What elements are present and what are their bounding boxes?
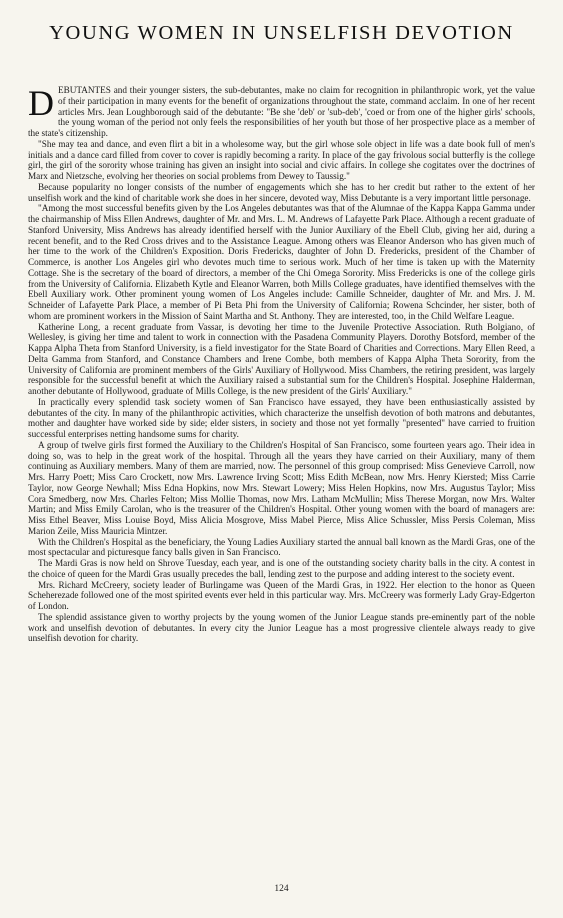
lead-in: EBUTANTES [58, 85, 111, 95]
paragraph-11: The splendid assistance given to worthy projects by the young women of the Junior League stands pre-eminently part of the noble work and unselfish devotion of debutantes. In every city the Junior League has a most progressive clientele always ready to give unselfish devotion for charity. [28, 611, 535, 644]
paragraph-8: With the Children's Hospital as the beneficiary, the Young Ladies Auxiliary started the annual ball known as the Mardi Gras, one of the most spectacular and picturesque fancy balls given in San Francisco. [28, 536, 535, 558]
paragraph-6: In practically every splendid task society women of San Francisco have essayed, they have been enthusiastically assisted by debutantes of the city. In many of the philanthropic activities, which characterize the unselfish devotion of both matrons and debutantes, mother and daughter have worked side by side; elder sisters, in society and those not yet formally "presented" have carried to fruition successful enterprises netting handsome sums for charity. [28, 396, 535, 439]
paragraph-5: Katherine Long, a recent graduate from Vassar, is devoting her time to the Juvenile Protective Association. Ruth Bolgiano, of Wellesley, is giving her time and talent to work in connection with the Pasadena Community Players. Dorothy Botsford, member of the Kappa Alpha Theta from Stanford University, is a field investigator for the State Board of Charities and Corrections. Mary Ellen Reed, a Delta Gamma from Stanford, and Constance Chambers and Irene Combe, both members of Kappa Alpha Theta Sorority, from the University of California are prominent members of the Girls' Auxiliary of Hollywood. Miss Chambers, the retiring president, was largely responsible for the successful benefit at which the Auxiliary raised a substantial sum for the Children's Hospital. Josephine Halderman, another debutante of Hollywood, graduate of Mills College, is the new president of the Girls' Auxiliary." [28, 321, 535, 396]
paragraph-10: Mrs. Richard McCreery, society leader of Burlingame was Queen of the Mardi Gras, in 1922. Her election to the honor as Queen Scheherezade followed one of the most spirited events ever held in this particular way. Mrs. McCreery was formerly Lady Gray-Edgerton of London. [28, 579, 535, 611]
page-number: 124 [274, 884, 289, 894]
article-body [28, 85, 535, 644]
paragraph-7: A group of twelve girls first formed the Auxiliary to the Children's Hospital of San Francisco, some fourteen years ago. Their idea in doing so, was to help in the great work of the hospital. Through all the years they have carried on their Auxiliary, many of them continuing as Auxiliary members. Many of them are married, now. The personnel of this group comprised: Miss Genevieve Carroll, now Mrs. Harry Poett; Miss Caro Crockett, now Mrs. Lawrence Irving Scott; Miss Edith McBean, now Mrs. Henry Kiersted; Miss Carrie Taylor, now George Newhall; Miss Edna Hopkins, now Mrs. Stewart Lowery; Miss Helen Hopkins, now Mrs. Augustus Taylor; Miss Cora Smedberg, now Mrs. Charles Felton; Miss Mollie Thomas, now Mrs. Latham McMullin; Miss Therese Morgan, now Mrs. Walter Martin; and Miss Emily Carolan, who is the treasurer of the Children's Hospital. Other young women with the board of managers are: Miss Ethel Beaver, Miss Louise Boyd, Miss Alicia Mosgrove, Miss Mabel Pierce, Miss Alice Schussler, Miss Persis Coleman, Miss Marion Zeile, Miss Mauricia Mintzer. [28, 439, 535, 536]
article-title: YOUNG WOMEN IN UNSELFISH DEVOTION [49, 22, 514, 44]
paragraph-2: "She may tea and dance, and even flirt a bit in a wholesome way, but the girl whose sole object in life was a date book full of men's initials and a dance card filled from cover to cover is rapidly becoming a rarity. In place of the gay frivolous social butterfly is the college girl, the girl of the sorority whose training has given an insight into social and civic affairs. In college she cogitates over the doctrines of Marx and Nietzsche, evolving her theories on social problems from Dewey to Taussig." [28, 138, 535, 181]
paragraph-9: The Mardi Gras is now held on Shrove Tuesday, each year, and is one of the outstanding society charity balls in the city. A contest in the choice of queen for the Mardi Gras usually precedes the ball, lending zest to the purpose and adding interest to the society event. [28, 558, 535, 579]
paragraph-1-text: and their younger sisters, the sub-debutantes, make no claim for recognition in philanthropic work, yet the value of their participation in many events for the benefit of organizations throughout the state, command acclaim. In one of her recent articles Mrs. Jean Loughborough said of the debutante: "Be she 'deb' or 'sub-deb', 'coed or from one of the higher girls' schools, the young woman of the period not only feels the responsibilities of her youth but those of her prospective place as a member of the state's citizenship. [28, 85, 535, 138]
paragraph-1 [28, 85, 535, 139]
paragraph-3: Because popularity no longer consists of the number of engagements which she has to her credit but rather to the extent of her unselfish work and the kind of charitable work she does in her sincere, devoted way, Miss Debutante is a very important little personage. [28, 181, 535, 203]
drop-cap: D [28, 83, 54, 123]
paragraph-4: "Among the most successful benefits given by the Los Angeles debutantes was that of the Alumnae of the Kappa Kappa Gamma under the chairmanship of Miss Ellen Andrews, daughter of Mr. and Mrs. L. M. Andrews of Lafayette Park Place. Although a recent graduate of Stanford University, Miss Andrews has already identified herself with the Junior Auxiliary of the Ebell Club, giving her aid, during a recent benefit, and to the Red Cross drives and to the Assistance League. Among others was Eleanor Anderson who has given much of her time to the work of the Children's Exposition. Doris Fredericks, daughter of John D. Fredericks, president of the Chamber of Commerce, is another Los Angeles girl who devotes much time to serious work. Much of her time is taken up with the Maternity Cottage. She is the secretary of the board of directors, a member of the Chi Omega Sorority. Miss Fredericks is one of the college girls from the University of California. Elizabeth Kytle and Eleanor Warren, both Mills College graduates, have identified themselves with the Ebell Auxiliary work. Other prominent young women of Los Angeles include: Camille Schneider, daughter of Mr. and Mrs. J. M. Schneider of Lafayette Park Place, a member of Pi Beta Phi from the University of California; Rowena Schcinder, her sister, both of whom are prominent workers in the Mission of Saint Martha and St. Anthony. They are interested, too, in the Child Welfare League. [28, 203, 535, 321]
